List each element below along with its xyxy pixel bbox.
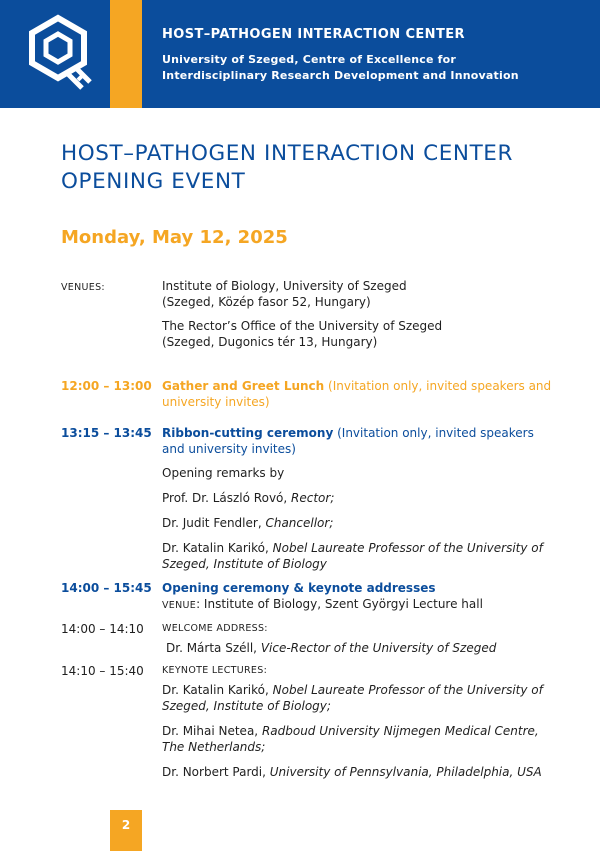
venues-list: Institute of Biology, University of Szeged (Szeged, Közép fasor 52, Hungary) The Rector’s Office of the University of Szeged (Szeged, Dugonics tér 13, Hungary) (162, 279, 443, 349)
ceremony-time: 14:00 – 15:45 (61, 581, 152, 595)
ribbon-item: Ribbon-cutting ceremony (Invitation only, invited speakers and university invites) Opening remarks by Prof. Dr. László Rovó, Rector; Dr. Judit Fendler, Chancellor; Dr. Katalin Karikó, Nobel Laureate Professor of the University of Szeged, Institute of Biology (162, 426, 543, 571)
header-accent-stripe (110, 0, 142, 108)
keynote-item: KEYNOTE LECTURES: Dr. Katalin Karikó, Nobel Laureate Professor of the University of Szeged, Institute of Biology; Dr. Mihai Netea, Radboud University Nijmegen Medical Centre, The Netherlands; Dr. Norbert Pardi, University of Pennsylvania, Philadelphia, USA (162, 665, 543, 779)
welcome-time: 14:00 – 14:10 (61, 622, 144, 636)
lunch-item: Gather and Greet Lunch (Invitation only, invited speakers and university invites) (162, 379, 552, 409)
page-title: HOST–PATHOGEN INTERACTION CENTER OPENING EVENT (61, 141, 514, 194)
header-banner (0, 0, 600, 108)
event-date: Monday, May 12, 2025 (61, 227, 288, 248)
welcome-item: WELCOME ADDRESS: Dr. Márta Széll, Vice-Rector of the University of Szeged (162, 623, 497, 655)
header-title: HOST–PATHOGEN INTERACTION CENTER (162, 27, 465, 42)
ceremony-item: Opening ceremony & keynote addresses VENUE: Institute of Biology, Szent Györgyi Lecture hall (162, 581, 483, 611)
keynote-time: 14:10 – 15:40 (61, 664, 144, 678)
ribbon-time: 13:15 – 13:45 (61, 426, 152, 440)
lunch-time: 12:00 – 13:00 (61, 379, 152, 393)
venues-label: VENUES: (61, 282, 105, 293)
page-number: 2 (121, 818, 131, 832)
header-subtitle: University of Szeged, Centre of Excellence for Interdisciplinary Research Development and Innovation (162, 53, 519, 82)
hexagon-logo-icon (18, 12, 98, 94)
